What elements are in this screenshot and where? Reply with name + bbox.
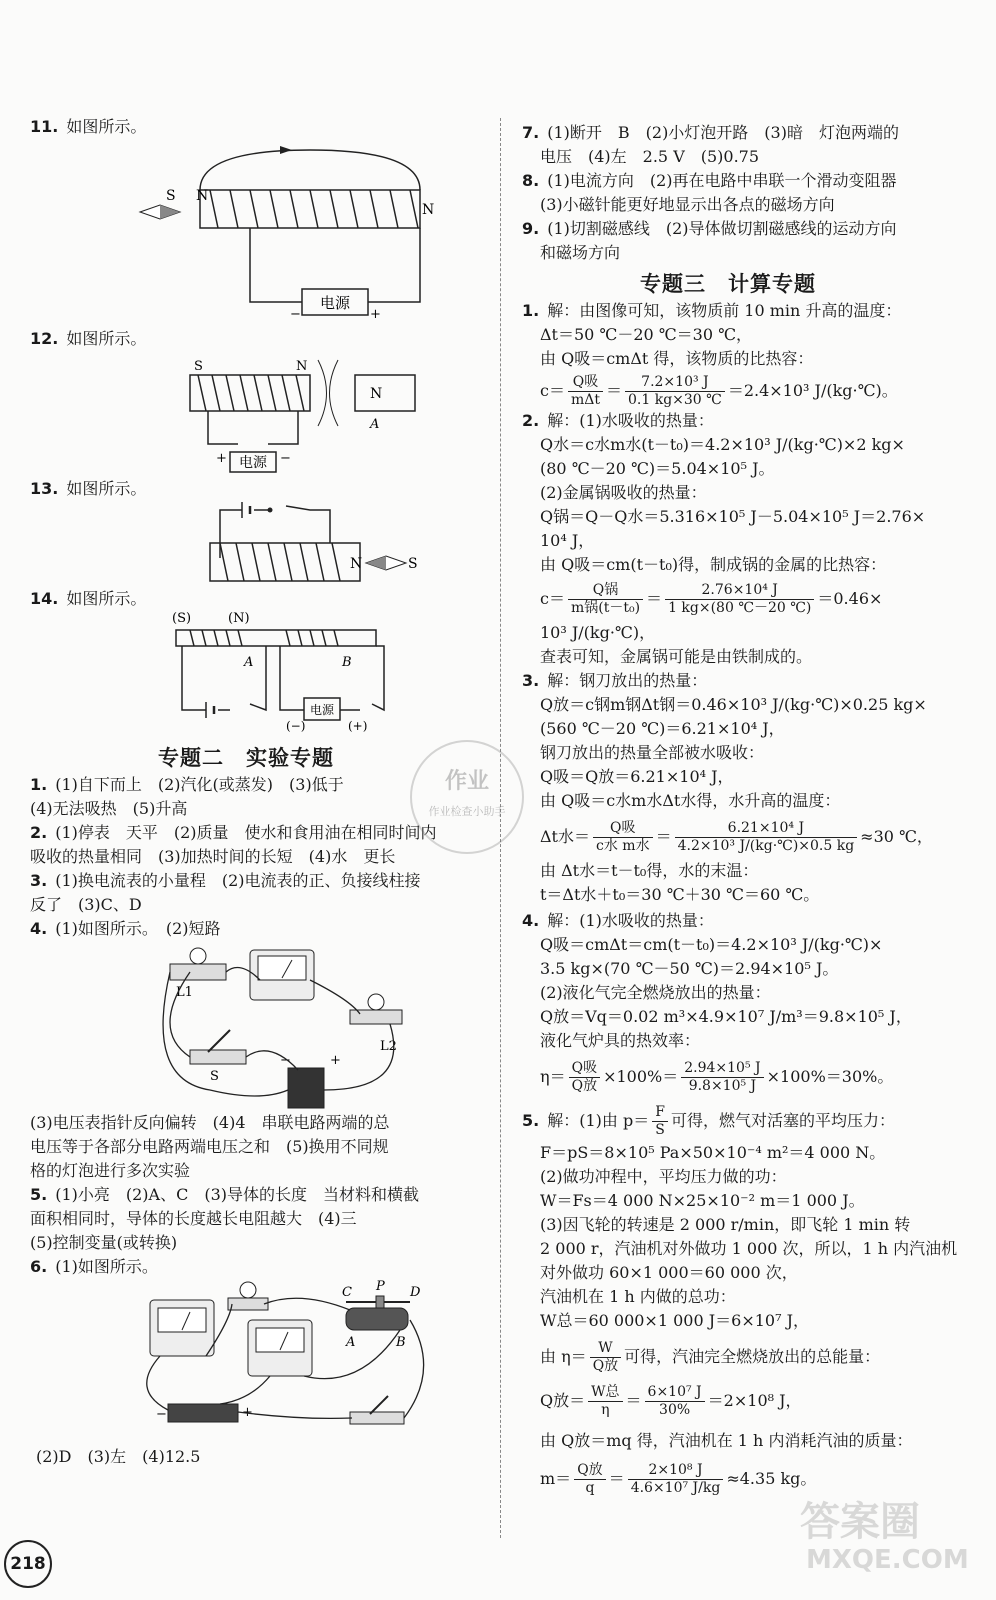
c2-line-5: Q锅＝Q－Q水＝5.316×10⁵ J－5.04×10⁵ J＝2.76× bbox=[540, 507, 926, 526]
formula-mid: ×100%＝ bbox=[603, 1067, 679, 1086]
c5-line-1 bbox=[522, 1104, 895, 1139]
formula-lhs: Q放＝ bbox=[540, 1391, 586, 1410]
q7-text-1: (1)断开 B (2)小灯泡开路 (3)暗 灯泡两端的 bbox=[547, 123, 899, 142]
fraction bbox=[588, 1384, 622, 1419]
c5-line-10 bbox=[540, 1340, 880, 1375]
stamp-bottom-text: 作业检查小助手 bbox=[428, 805, 506, 818]
s-pole-label: (S) bbox=[172, 611, 192, 626]
denominator: 0.1 kg×30 ℃ bbox=[628, 392, 722, 408]
c2-line-1 bbox=[522, 410, 714, 432]
e3-text-1: (1)换电流表的小量程 (2)电流表的正、负接线柱接 bbox=[55, 871, 421, 890]
minus-label: − bbox=[156, 1407, 167, 1422]
e4-text-1: (1)如图所示。 (2)短路 bbox=[55, 919, 221, 938]
c3-line-5: Q吸＝Q放＝6.21×10⁴ J， bbox=[540, 767, 734, 786]
c1-line-1 bbox=[522, 300, 901, 322]
numerator: Q锅 bbox=[568, 582, 643, 600]
formula-eq: ＝ bbox=[646, 589, 663, 608]
c1-formula bbox=[540, 374, 898, 409]
q8-line-2: (3)小磁针能更好地显示出各点的磁场方向 bbox=[540, 195, 835, 214]
c5-line-4: W＝Fs＝4 000 N×25×10⁻² m＝1 000 J。 bbox=[540, 1191, 865, 1210]
denominator: m锅(t－t₀) bbox=[570, 600, 641, 616]
denominator: 30% bbox=[659, 1402, 691, 1418]
q8-line-1 bbox=[522, 170, 897, 192]
e2-line-1 bbox=[30, 822, 437, 844]
c5-line-6: 2 000 r，汽油机对外做功 1 000 次，所以，1 h 内汽油机 bbox=[540, 1239, 958, 1258]
e1-line-2: (4)无法吸热 (5)升高 bbox=[30, 799, 188, 818]
q11-line bbox=[30, 116, 146, 138]
point-b-label: B bbox=[396, 1335, 406, 1350]
q7-number: 7. bbox=[522, 123, 540, 142]
fraction bbox=[590, 1340, 621, 1375]
c3-line-2: Q放＝c钢m钢Δt钢＝0.46×10³ J/(kg·℃)×0.25 kg× bbox=[540, 695, 927, 714]
point-c-label: C bbox=[342, 1285, 352, 1300]
n-pole-label: N bbox=[296, 359, 308, 374]
numerator: Q吸 bbox=[568, 374, 603, 392]
plus-label: + bbox=[216, 451, 227, 466]
numerator: 6×10⁷ J bbox=[645, 1384, 705, 1402]
c4-line-5: Q放＝Vq＝0.02 m³×4.9×10⁷ J/m³＝9.8×10⁵ J， bbox=[540, 1007, 912, 1026]
c4-line-2: Q吸＝cmΔt＝cm(t－t₀)＝4.2×10³ J/(kg·℃)× bbox=[540, 935, 883, 954]
e6-line-2: (2)D (3)左 (4)12.5 bbox=[36, 1447, 201, 1466]
e4-line-2: (3)电压表指针反向偏转 (4)4 串联电路两端的总 bbox=[30, 1113, 390, 1132]
fraction bbox=[652, 1104, 668, 1139]
denominator: S bbox=[655, 1122, 665, 1138]
denominator: mΔt bbox=[570, 392, 600, 408]
numerator: Q吸 bbox=[593, 820, 653, 838]
stamp-top-text: 作业 bbox=[444, 768, 489, 794]
c3-formula bbox=[540, 820, 933, 855]
fraction bbox=[574, 1462, 605, 1497]
c4-line-1 bbox=[522, 910, 714, 932]
c5-formula-1 bbox=[540, 1384, 802, 1419]
e6-line-1 bbox=[30, 1256, 158, 1278]
c2-text-1: 解：(1)水吸收的热量： bbox=[547, 411, 714, 430]
denominator: Q放 bbox=[592, 1358, 619, 1374]
q9-line-1 bbox=[522, 218, 897, 240]
watermark-logo: 答案圈 bbox=[800, 1499, 920, 1545]
c3-line-6: 由 Q吸＝c水m水Δt水得，水升高的温度： bbox=[540, 791, 841, 810]
denominator: c水 m水 bbox=[596, 838, 650, 854]
formula-rhs: ≈30 ℃， bbox=[860, 827, 933, 846]
denominator: Q放 bbox=[571, 1078, 598, 1094]
fraction bbox=[665, 582, 814, 617]
switch-s-label: S bbox=[210, 1069, 219, 1084]
c5-line-11: 由 Q放＝mq 得，汽油机在 1 h 内消耗汽油的质量： bbox=[540, 1431, 913, 1450]
formula-lhs: Δt水＝ bbox=[540, 827, 590, 846]
denominator: 9.8×10⁵ J bbox=[688, 1078, 757, 1094]
q12-text: 如图所示。 bbox=[66, 329, 147, 348]
plus-label: + bbox=[242, 1405, 253, 1420]
s-pole-label: S bbox=[408, 556, 418, 572]
c2-line-8: 10³ J/(kg·℃)， bbox=[540, 623, 656, 642]
q13-number: 13. bbox=[30, 479, 59, 498]
denominator: 1 kg×(80 ℃－20 ℃) bbox=[668, 600, 812, 616]
denominator: 4.2×10³ J/(kg·℃)×0.5 kg bbox=[677, 838, 855, 854]
q9-number: 9. bbox=[522, 219, 540, 238]
formula-lhs: c＝ bbox=[540, 589, 565, 608]
c1-line-3: 由 Q吸＝cmΔt 得，该物质的比热容： bbox=[540, 349, 814, 368]
e5-line-3: (5)控制变量(或转换) bbox=[30, 1233, 178, 1252]
n-pole-label: N bbox=[350, 556, 363, 572]
numerator: Q放 bbox=[574, 1462, 605, 1480]
fraction bbox=[568, 374, 603, 409]
formula-rhs: ×100%＝30%。 bbox=[766, 1067, 894, 1086]
fraction bbox=[681, 1060, 763, 1095]
c3-line-8: t＝Δt水＋t₀＝30 ℃＋30 ℃＝60 ℃。 bbox=[540, 885, 820, 904]
c1-text-1: 解：由图像可知，该物质前 10 min 升高的温度： bbox=[547, 301, 902, 320]
c2-line-2: Q水＝c水m水(t－t₀)＝4.2×10³ J/(kg·℃)×2 kg× bbox=[540, 435, 905, 454]
q11-figure bbox=[130, 140, 435, 325]
c4-line-4: (2)液化气完全燃烧放出的热量： bbox=[540, 983, 771, 1002]
c1-number: 1. bbox=[522, 301, 540, 320]
numerator: 2×10⁸ J bbox=[628, 1462, 724, 1480]
q9-text-1: (1)切割磁感线 (2)导体做切割磁感线的运动方向 bbox=[547, 219, 897, 238]
n-pole-label: N bbox=[196, 188, 209, 204]
c2-line-9: 查表可知，金属锅可能是由铁制成的。 bbox=[540, 647, 813, 666]
lamp-l2-label: L2 bbox=[380, 1039, 397, 1054]
c2-line-4: (2)金属锅吸收的热量： bbox=[540, 483, 707, 502]
e3-line-1 bbox=[30, 870, 421, 892]
n-pole-label: (N) bbox=[228, 611, 250, 626]
point-a-label: A bbox=[370, 417, 380, 432]
c3-line-4: 钢刀放出的热量全部被水吸收： bbox=[540, 743, 765, 762]
numerator: W bbox=[590, 1340, 621, 1358]
e4-figure bbox=[150, 940, 430, 1110]
section-2-title: 专题二 实验专题 bbox=[158, 746, 334, 770]
c2-formula bbox=[540, 582, 882, 617]
numerator: F bbox=[652, 1104, 668, 1122]
e2-line-2: 吸收的热量相同 (3)加热时间的长短 (4)水 更长 bbox=[30, 847, 396, 866]
numerator: 2.94×10⁵ J bbox=[681, 1060, 763, 1078]
point-d-label: D bbox=[410, 1285, 421, 1300]
power-source-label: 电源 bbox=[319, 294, 351, 312]
q14-text: 如图所示。 bbox=[66, 589, 147, 608]
q13-text: 如图所示。 bbox=[66, 479, 147, 498]
q7-line-2: 电压 (4)左 2.5 V (5)0.75 bbox=[540, 147, 760, 166]
e1-line-1 bbox=[30, 774, 344, 796]
watermark-stamp bbox=[410, 740, 524, 854]
q7-line-1 bbox=[522, 122, 899, 144]
c5-line-2: F＝pS＝8×10⁵ Pa×50×10⁻⁴ m²＝4 000 N。 bbox=[540, 1143, 886, 1162]
q12-number: 12. bbox=[30, 329, 59, 348]
c5-line-7: 对外做功 60×1 000＝60 000 次， bbox=[540, 1263, 798, 1282]
c4-number: 4. bbox=[522, 911, 540, 930]
c2-number: 2. bbox=[522, 411, 540, 430]
denominator: q bbox=[585, 1480, 595, 1496]
c5-number: 5. bbox=[522, 1111, 540, 1130]
c5-text-10b: 可得，汽油完全燃烧放出的总能量： bbox=[624, 1347, 881, 1366]
watermark-url: MXQE.COM bbox=[806, 1545, 969, 1575]
q9-line-2: 和磁场方向 bbox=[540, 243, 621, 262]
q13-figure bbox=[170, 498, 430, 598]
c3-number: 3. bbox=[522, 671, 540, 690]
point-a-label: A bbox=[346, 1335, 356, 1350]
point-p-label: P bbox=[376, 1279, 385, 1294]
q14-number: 14. bbox=[30, 589, 59, 608]
c4-formula bbox=[540, 1060, 893, 1095]
q12-figure bbox=[160, 350, 420, 475]
q12-line bbox=[30, 328, 146, 350]
formula-rhs: ＝2.4×10³ J/(kg·℃)。 bbox=[727, 381, 898, 400]
e3-number: 3. bbox=[30, 871, 48, 890]
denominator: 4.6×10⁷ J/kg bbox=[630, 1480, 721, 1496]
fraction bbox=[625, 374, 725, 409]
fraction bbox=[628, 1462, 724, 1497]
point-b-label: B bbox=[342, 655, 352, 670]
formula-lhs: η＝ bbox=[540, 1067, 566, 1086]
formula-eq: ＝ bbox=[605, 381, 622, 400]
c5-line-5: (3)因飞轮的转速是 2 000 r/min，即飞轮 1 min 转 bbox=[540, 1215, 911, 1234]
formula-rhs: ＝0.46× bbox=[817, 589, 883, 608]
minus-label: − bbox=[290, 307, 301, 322]
c4-line-3: 3.5 kg×(70 ℃－50 ℃)＝2.94×10⁵ J。 bbox=[540, 959, 839, 978]
point-a-label: A bbox=[244, 655, 254, 670]
c5-line-8: 汽油机在 1 h 内做的总功： bbox=[540, 1287, 736, 1306]
e4-line-4: 格的灯泡进行多次实验 bbox=[30, 1161, 191, 1180]
c5-text-1b: 可得，燃气对活塞的平均压力： bbox=[670, 1111, 895, 1130]
coil-n-label: N bbox=[422, 202, 435, 218]
formula-lhs: m＝ bbox=[540, 1469, 572, 1488]
c3-line-1 bbox=[522, 670, 707, 692]
numerator: 7.2×10³ J bbox=[625, 374, 725, 392]
minus-label: − bbox=[280, 1053, 291, 1068]
q11-text: 如图所示。 bbox=[66, 117, 147, 136]
c2-line-3: (80 ℃－20 ℃)＝5.04×10⁵ J。 bbox=[540, 459, 775, 478]
minus-label: − bbox=[280, 451, 291, 466]
e1-text-1: (1)自下而上 (2)汽化(或蒸发) (3)低于 bbox=[55, 775, 344, 794]
magnet-n-label: N bbox=[370, 386, 383, 402]
c3-text-1: 解：钢刀放出的热量： bbox=[547, 671, 708, 690]
lamp-l1-label: L1 bbox=[176, 985, 193, 1000]
e4-number: 4. bbox=[30, 919, 48, 938]
c2-line-7: 由 Q吸＝cm(t－t₀)得，制成锅的金属的比热容： bbox=[540, 555, 887, 574]
numerator: Q吸 bbox=[569, 1060, 600, 1078]
power-source-label: 电源 bbox=[239, 455, 267, 471]
formula-eq: ＝ bbox=[608, 1469, 625, 1488]
e2-number: 2. bbox=[30, 823, 48, 842]
numerator: W总 bbox=[588, 1384, 622, 1402]
formula-rhs: ＝2×10⁸ J， bbox=[707, 1391, 802, 1410]
formula-eq: ＝ bbox=[655, 827, 672, 846]
fraction bbox=[569, 1060, 600, 1095]
e6-text-1: (1)如图所示。 bbox=[55, 1257, 158, 1276]
section-3-title: 专题三 计算专题 bbox=[640, 272, 816, 296]
power-source-label: 电源 bbox=[309, 703, 335, 717]
numerator: 6.21×10⁴ J bbox=[675, 820, 858, 838]
fraction bbox=[675, 820, 858, 855]
c5-text-10a: 由 η＝ bbox=[540, 1347, 587, 1366]
formula-eq: ＝ bbox=[625, 1391, 642, 1410]
e4-line-1 bbox=[30, 918, 221, 940]
q14-figure bbox=[170, 606, 410, 734]
fraction bbox=[645, 1384, 705, 1419]
e6-figure bbox=[120, 1280, 450, 1440]
minus-label: (−) bbox=[286, 719, 306, 733]
c5-line-3: (2)做功冲程中，平均压力做的功： bbox=[540, 1167, 787, 1186]
e6-number: 6. bbox=[30, 1257, 48, 1276]
e2-text-1: (1)停表 天平 (2)质量 使水和食用油在相同时间内 bbox=[55, 823, 437, 842]
e5-number: 5. bbox=[30, 1185, 48, 1204]
fraction bbox=[568, 582, 643, 617]
plus-label: (+) bbox=[348, 719, 368, 733]
q11-number: 11. bbox=[30, 117, 59, 136]
q8-number: 8. bbox=[522, 171, 540, 190]
c5-line-9: W总＝60 000×1 000 J＝6×10⁷ J， bbox=[540, 1311, 810, 1330]
plus-label: + bbox=[330, 1053, 341, 1068]
denominator: η bbox=[601, 1402, 610, 1418]
q13-line bbox=[30, 478, 146, 500]
c5-formula-2 bbox=[540, 1462, 816, 1497]
e4-line-3: 电压等于各部分电路两端电压之和 (5)换用不同规 bbox=[30, 1137, 389, 1156]
e5-text-1: (1)小亮 (2)A、C (3)导体的长度 当材料和横截 bbox=[55, 1185, 420, 1204]
c5-text-1a: 解：(1)由 p＝ bbox=[547, 1111, 650, 1130]
formula-lhs: c＝ bbox=[540, 381, 565, 400]
q14-line bbox=[30, 588, 146, 610]
fraction bbox=[593, 820, 653, 855]
formula-rhs: ≈4.35 kg。 bbox=[726, 1469, 817, 1488]
plus-label: + bbox=[370, 307, 381, 322]
e5-line-1 bbox=[30, 1184, 419, 1206]
page-number: 218 bbox=[4, 1540, 52, 1588]
c4-text-1: 解：(1)水吸收的热量： bbox=[547, 911, 714, 930]
c1-line-2: Δt＝50 ℃－20 ℃＝30 ℃， bbox=[540, 325, 753, 344]
c3-line-7: 由 Δt水＝t－t₀得，水的末温： bbox=[540, 861, 759, 880]
numerator: 2.76×10⁴ J bbox=[665, 582, 814, 600]
e1-number: 1. bbox=[30, 775, 48, 794]
c2-line-6: 10⁴ J， bbox=[540, 531, 595, 550]
s-pole-label: S bbox=[194, 359, 203, 374]
e5-line-2: 面积相同时，导体的长度越长电阻越大 (4)三 bbox=[30, 1209, 357, 1228]
q8-text-1: (1)电流方向 (2)再在电路中串联一个滑动变阻器 bbox=[547, 171, 897, 190]
e3-line-2: 反了 (3)C、D bbox=[30, 895, 142, 914]
s-pole-label: S bbox=[166, 188, 176, 204]
c4-line-6: 液化气炉具的热效率： bbox=[540, 1031, 701, 1050]
c3-line-3: (560 ℃－20 ℃)＝6.21×10⁴ J， bbox=[540, 719, 785, 738]
